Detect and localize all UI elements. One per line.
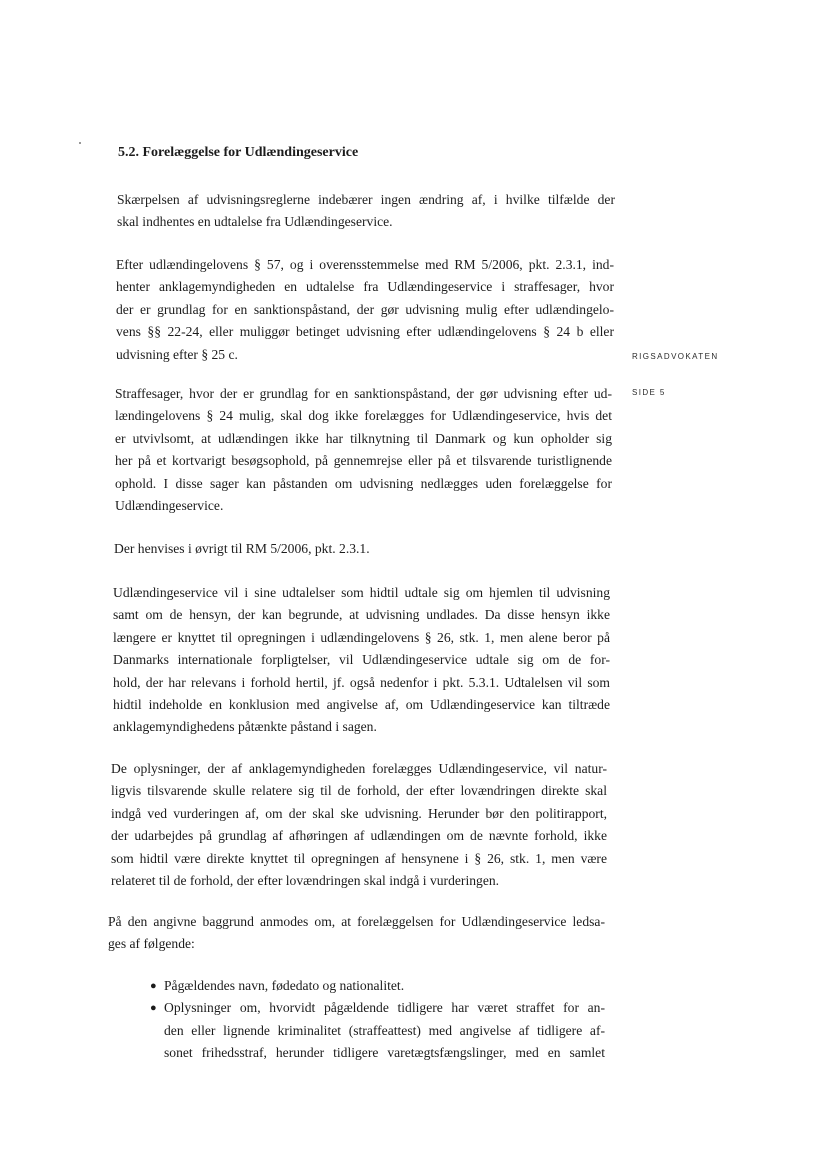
list-item-line: Oplysninger om, hvorvidt pågældende tidligere har været straffet for an- <box>164 1000 605 1016</box>
paragraph-line: De oplysninger, der af anklagemyndigheden forelægges Udlændingeservice, vil natur- <box>111 761 607 776</box>
scan-speck <box>79 142 81 144</box>
sidebar-org-label: RIGSADVOKATEN <box>632 352 719 361</box>
paragraph-line: ges af følgende: <box>108 936 195 952</box>
bullet-icon: ● <box>150 980 157 992</box>
paragraph-line: henter anklagemyndigheden en udtalelse fra Udlændingeservice i straffesager, hvor <box>116 279 614 295</box>
paragraph-line: samt om de hensyn, der kan begrunde, at udvisning undlades. Da disse hensyn ikke <box>113 607 610 623</box>
list-item-text <box>164 997 605 1064</box>
paragraph-line: Efter udlændingelovens § 57, og i overensstemmelse med RM 5/2006, pkt. 2.3.1, ind- <box>116 257 614 272</box>
requirements-list <box>150 975 605 1065</box>
paragraph-6 <box>111 758 607 892</box>
bullet-icon: ● <box>150 1002 157 1015</box>
paragraph-line: indgå ved vurderingen af, om der skal ske udvisning. Herunder bør den politirapport, <box>111 805 607 821</box>
paragraph-line: længere er knyttet til opregningen i udlændingelovens § 26, stk. 1, men alene beror på <box>113 629 610 645</box>
list-item-line: den eller lignende kriminalitet (straffeattest) med angivelse af tidligere af- <box>164 1022 605 1038</box>
paragraph-line: skal indhentes en udtalelse fra Udlændingeservice. <box>117 214 393 230</box>
paragraph-line: relateret til de forhold, der efter lovændringen skal indgå i vurderingen. <box>111 873 500 889</box>
paragraph-line: udvisning efter § 25 c. <box>116 346 238 362</box>
paragraph-line: hold, der har relevans i forhold hertil, jf. også nedenfor i pkt. 5.3.1. Udtalelsen vil som <box>113 674 610 690</box>
list-item <box>150 975 605 997</box>
paragraph-line: er utvivlsomt, at udlændingen ikke har tilknytning til Danmark og kun opholder sig <box>115 430 612 446</box>
list-item-text <box>164 975 605 997</box>
section-heading: 5.2. Forelæggelse for Udlændingeservice <box>118 145 359 160</box>
paragraph-line: ligvis tilsvarende skulle relatere sig til de forhold, der efter lovændringen direkte skal <box>111 783 607 799</box>
paragraph-line: Udlændingeservice vil i sine udtalelser som hidtil udtale sig om hjemlen til udvisning <box>113 585 610 600</box>
paragraph-line: som hidtil være direkte knyttet til opregningen af hensynene i § 26, stk. 1, men være <box>111 850 607 866</box>
sidebar-page-label: SIDE 5 <box>632 388 666 397</box>
paragraph-line: der er grundlag for en sanktionspåstand, der gør udvisning mulig efter udlændingelo- <box>116 301 614 317</box>
paragraph-line: Skærpelsen af udvisningsreglerne indebærer ingen ændring af, i hvilke tilfælde der <box>117 192 615 207</box>
paragraph-3 <box>115 383 612 517</box>
paragraph-line: Straffesager, hvor der er grundlag for en sanktionspåstand, der gør udvisning efter ud- <box>115 386 612 401</box>
paragraph-line: der udarbejdes på grundlag af afhøringen af udlændingen om de nævnte forhold, ikke <box>111 828 607 844</box>
list-item <box>150 997 605 1064</box>
paragraph-line: Danmarks internationale forpligtelser, vil Udlændingeservice udtale sig om de for- <box>113 652 610 668</box>
paragraph-line: ophold. I disse sager kan påstanden om udvisning nedlægges uden forelæggelse for <box>115 475 612 491</box>
paragraph-line: lændingelovens § 24 mulig, skal dog ikke forelægges for Udlændingeservice, hvis det <box>115 408 612 424</box>
paragraph-1 <box>117 189 615 234</box>
paragraph-line: anklagemyndighedens påtænkte påstand i sagen. <box>113 719 377 735</box>
paragraph-line: her på et kortvarigt besøgsophold, på gennemrejse eller på et tilsvarende turistlignende <box>115 453 612 469</box>
paragraph-7 <box>108 911 605 956</box>
paragraph-line: vens §§ 22-24, eller muliggør betinget udvisning efter udlændingelovens § 24 b eller <box>116 324 614 340</box>
paragraph-2 <box>116 254 614 366</box>
paragraph-line: På den angivne baggrund anmodes om, at forelæggelsen for Udlændingeservice ledsa- <box>108 914 605 929</box>
list-item-line: sonet frihedsstraf, herunder tidligere varetægtsfængslinger, med en samlet <box>164 1045 605 1061</box>
paragraph-line: Der henvises i øvrigt til RM 5/2006, pkt. 2.3.1. <box>114 541 370 556</box>
paragraph-line: Udlændingeservice. <box>115 498 224 514</box>
paragraph-4 <box>114 538 611 560</box>
paragraph-line: hidtil indeholde en konklusion med angivelse af, om Udlændingeservice kan tiltræde <box>113 697 610 713</box>
paragraph-5 <box>113 582 610 739</box>
list-item-line: Pågældendes navn, fødedato og nationalitet. <box>164 978 405 993</box>
